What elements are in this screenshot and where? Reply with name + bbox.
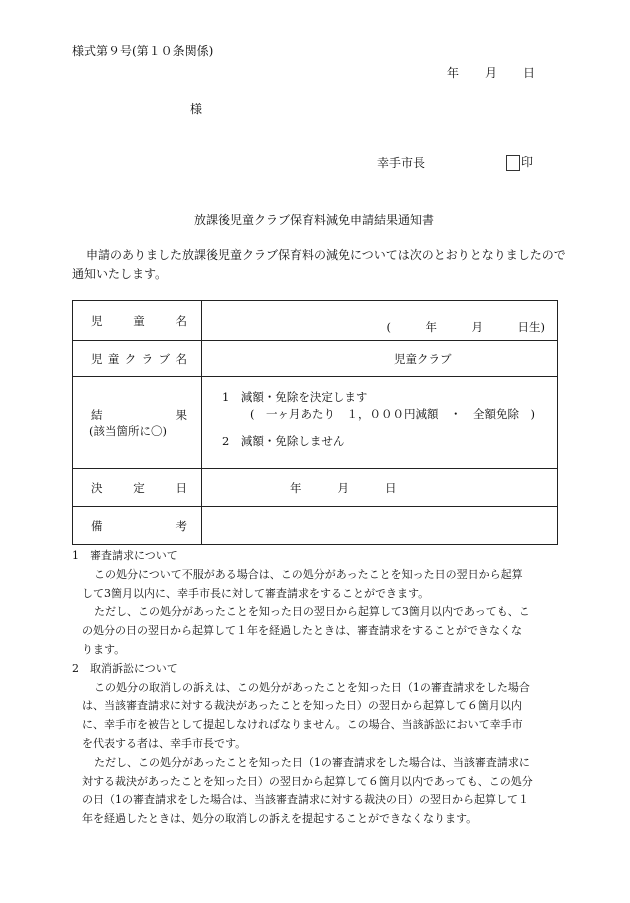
label-club-name xyxy=(73,341,202,377)
row-remarks xyxy=(73,507,558,545)
notes xyxy=(72,547,533,829)
row-decision-date xyxy=(73,469,558,507)
note-2-line: に、幸手市を被告として提起しなければなりません。この場合、当該訴訟において幸手市 xyxy=(82,718,523,732)
decision-year: 年 xyxy=(290,480,302,495)
label-remarks-text: 備 考 xyxy=(91,518,187,533)
row-club-name xyxy=(73,341,558,377)
note-2-line: の日（1の審査請求をした場合は、当該審査請求に対する裁決の日）の翌日から起算して１ xyxy=(82,793,529,807)
date-day: 日 xyxy=(523,66,536,80)
value-child-name xyxy=(202,301,558,341)
seal-mark xyxy=(506,153,533,171)
note-1-line: ります。 xyxy=(82,642,126,656)
note-2-line: は、当該審査請求に対する裁決があったことを知った日）の翌日から起算して６箇月以内 xyxy=(82,699,522,713)
label-result-text: 結 果 xyxy=(91,407,187,422)
sender-name: 幸手市長 xyxy=(377,156,426,170)
row-result xyxy=(73,377,558,469)
result-option-1-detail: ( 一ヶ月あたり １，０００円減額 ・ 全額免除 ) xyxy=(250,407,535,421)
note-2-line: を代表する者は、幸手市長です。 xyxy=(82,736,247,750)
result-option-1: 1 減額・免除を決定します xyxy=(222,390,368,404)
result-table xyxy=(72,300,558,545)
club-name-value: 児童クラブ xyxy=(394,351,452,366)
document-title: 放課後児童クラブ保育料減免申請結果通知書 xyxy=(194,213,435,227)
note-2-line: この処分の取消しの訴えは、この処分があったことを知った日（1の審査請求をした場合 xyxy=(94,680,530,694)
note-2-line: 年を経過したときは、処分の取消しの訴えを提起することができなくなります。 xyxy=(82,812,478,826)
note-2-line: ただし、この処分があったことを知った日（1の審査請求をした場合は、当該審査請求に xyxy=(94,755,530,769)
seal-label: 印 xyxy=(521,155,534,169)
form-number: 様式第９号(第１０条関係) xyxy=(72,44,214,58)
value-club-name xyxy=(202,341,558,377)
recipient-suffix: 様 xyxy=(190,102,203,116)
date-line xyxy=(447,64,535,81)
intro-line-2: 通知いたします。 xyxy=(72,267,168,281)
seal-box-icon xyxy=(506,155,520,171)
note-1-line: ただし、この処分があったことを知った日の翌日から起算して3箇月以内であっても、こ xyxy=(94,605,530,619)
value-remarks xyxy=(202,507,558,545)
label-decision-date-text: 決 定 日 xyxy=(91,480,187,495)
date-month: 月 xyxy=(485,66,498,80)
label-child-name-text: 児 童 名 xyxy=(91,313,187,328)
result-option-2: 2 減額・免除しません xyxy=(222,434,345,448)
note-1-line: この処分について不服がある場合は、この処分があったことを知った日の翌日から起算 xyxy=(94,567,523,581)
note-2-line: 対する裁決があったことを知った日）の翌日から起算して６箇月以内であっても、この処分 xyxy=(82,774,533,788)
note-1-line: して3箇月以内に、幸手市長に対して審査請求をすることができます。 xyxy=(82,586,430,600)
row-child-name xyxy=(73,301,558,341)
note-1-heading: 1 審査請求について xyxy=(72,549,178,562)
decision-day: 日 xyxy=(385,480,397,495)
label-child-name xyxy=(73,301,202,341)
label-club-name-text: 児 童 ク ラ ブ 名 xyxy=(91,351,187,366)
value-decision-date xyxy=(202,469,558,507)
child-birthdate: ( 年 月 日生) xyxy=(386,319,545,334)
label-result-sub: (該当箇所に〇) xyxy=(89,423,167,438)
result-options xyxy=(202,389,557,450)
intro-line-1: 申請のありました放課後児童クラブ保育料の減免については次のとおりとなりましたので xyxy=(86,248,566,262)
label-result xyxy=(73,377,202,469)
value-result xyxy=(202,377,558,469)
decision-month: 月 xyxy=(337,480,349,495)
note-1-line: の処分の日の翌日から起算して１年を経過したときは、審査請求をすることができなくな xyxy=(82,624,522,638)
label-remarks xyxy=(73,507,202,545)
label-decision-date xyxy=(73,469,202,507)
date-year: 年 xyxy=(447,66,460,80)
note-2-heading: 2 取消訴訟について xyxy=(72,661,178,675)
decision-date-value xyxy=(202,480,557,496)
